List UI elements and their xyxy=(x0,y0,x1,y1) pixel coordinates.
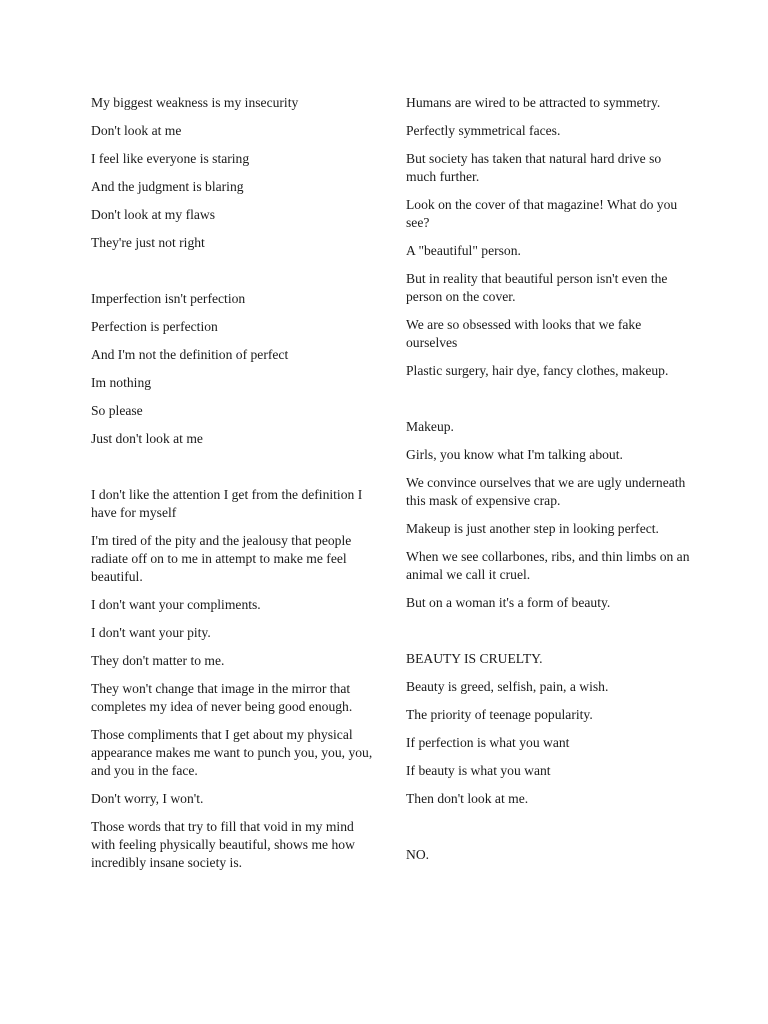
poem-line: But on a woman it's a form of beauty. xyxy=(406,595,611,610)
poem-line: Plastic surgery, hair dye, fancy clothes, makeup. xyxy=(406,363,669,378)
poem-line: Perfection is perfection xyxy=(91,319,218,334)
poem-line: So please xyxy=(91,403,143,418)
stanza-right-4 xyxy=(406,846,691,864)
poem-line: Perfectly symmetrical faces. xyxy=(406,123,561,138)
poem-line: I don't want your compliments. xyxy=(91,597,261,612)
poem-line: They won't change that image in the mirror that completes my idea of never being good enough. xyxy=(91,681,353,714)
stanza-left-2 xyxy=(91,290,376,448)
poem-line: I feel like everyone is staring xyxy=(91,151,250,166)
poem-line: Makeup. xyxy=(406,419,454,434)
left-column xyxy=(91,94,376,882)
poem-line: Those compliments that I get about my physical appearance makes me want to punch you, you, you, and you in the face. xyxy=(91,727,373,778)
stanza-gap xyxy=(91,458,376,486)
poem-line: Im nothing xyxy=(91,375,152,390)
poem-line: Beauty is greed, selfish, pain, a wish. xyxy=(406,679,609,694)
poem-line: Then don't look at me. xyxy=(406,791,529,806)
stanza-gap xyxy=(91,262,376,290)
poem-line: They don't matter to me. xyxy=(91,653,225,668)
poem-line: BEAUTY IS CRUELTY. xyxy=(406,651,543,666)
stanza-right-3 xyxy=(406,650,691,808)
poem-line: And I'm not the definition of perfect xyxy=(91,347,289,362)
poem-line: Humans are wired to be attracted to symmetry. xyxy=(406,95,661,110)
stanza-right-1 xyxy=(406,94,691,380)
poem-line: NO. xyxy=(406,847,430,862)
poem-line: But society has taken that natural hard drive so much further. xyxy=(406,151,662,184)
poem-line: Makeup is just another step in looking perfect. xyxy=(406,521,659,536)
poem-line: The priority of teenage popularity. xyxy=(406,707,593,722)
poem-line: A "beautiful" person. xyxy=(406,243,521,258)
poem-line: We are so obsessed with looks that we fake ourselves xyxy=(406,317,642,350)
poem-line: They're just not right xyxy=(91,235,205,250)
stanza-left-1 xyxy=(91,94,376,252)
poem-line: Imperfection isn't perfection xyxy=(91,291,246,306)
poem-line: I don't like the attention I get from the definition I have for myself xyxy=(91,487,363,520)
poem-line: If perfection is what you want xyxy=(406,735,570,750)
stanza-gap xyxy=(406,622,691,650)
right-column xyxy=(406,94,691,874)
poem-line: Girls, you know what I'm talking about. xyxy=(406,447,623,462)
stanza-gap xyxy=(406,390,691,418)
poem-line: When we see collarbones, ribs, and thin limbs on an animal we call it cruel. xyxy=(406,549,690,582)
poem-line: Don't worry, I won't. xyxy=(91,791,204,806)
poem-line: Those words that try to fill that void in my mind with feeling physically beautiful, shows me how incredibly insane society is. xyxy=(91,819,355,870)
poem-line: We convince ourselves that we are ugly underneath this mask of expensive crap. xyxy=(406,475,686,508)
poem-line: Look on the cover of that magazine! What do you see? xyxy=(406,197,678,230)
poem-line: If beauty is what you want xyxy=(406,763,551,778)
poem-line: And the judgment is blaring xyxy=(91,179,244,194)
poem-line: Don't look at me xyxy=(91,123,182,138)
poem-line: I'm tired of the pity and the jealousy that people radiate off on to me in attempt to make me feel beautiful. xyxy=(91,533,352,584)
stanza-left-3 xyxy=(91,486,376,872)
stanza-gap xyxy=(406,818,691,846)
poem-line: My biggest weakness is my insecurity xyxy=(91,95,299,110)
poem-line: Don't look at my flaws xyxy=(91,207,216,222)
poem-line: But in reality that beautiful person isn't even the person on the cover. xyxy=(406,271,668,304)
poem-line: Just don't look at me xyxy=(91,431,203,446)
poem-line: I don't want your pity. xyxy=(91,625,211,640)
stanza-right-2 xyxy=(406,418,691,612)
